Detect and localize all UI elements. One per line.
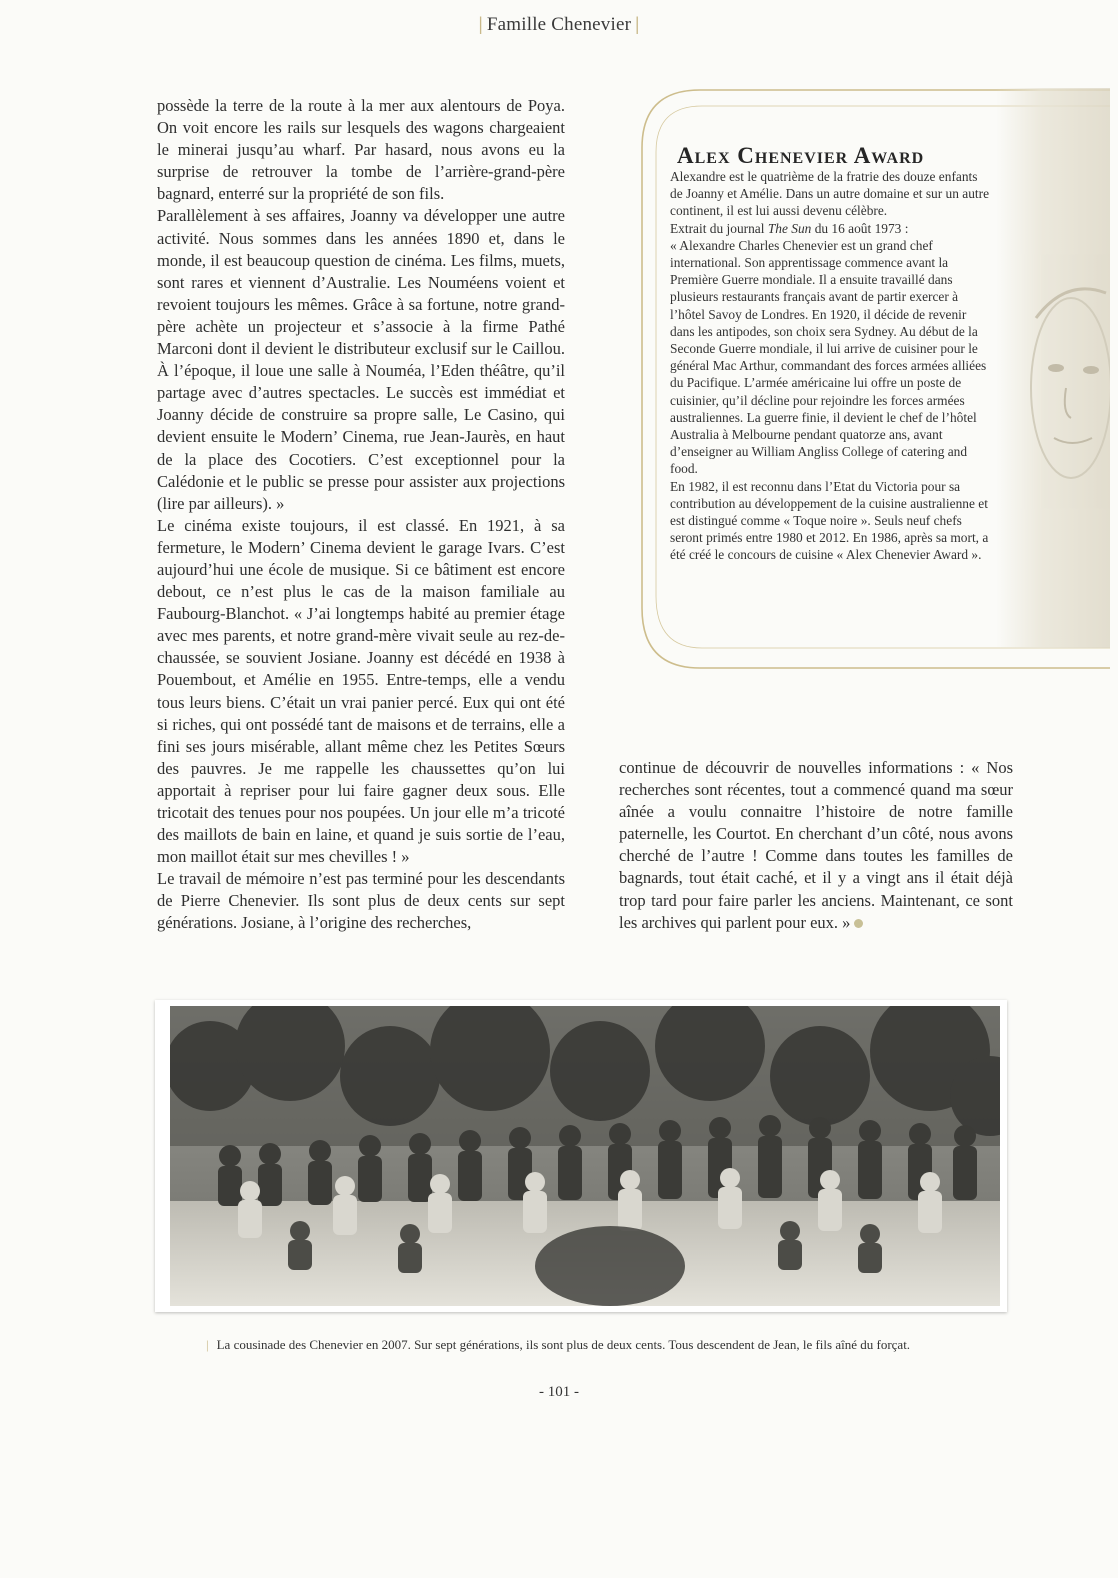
paragraph: possède la terre de la route à la mer aux alentours de Poya. On voit encore les rails sur lesquels des wagons chargeaient le minerai jusqu’au wharf. Par hasard, nous avons eu la surprise de retrouver la tombe de l’arrière-grand-père bagnard, enterré sur la propriété de son fils. — [157, 96, 565, 204]
paragraph: Le travail de mémoire n’est pas terminé pour les descendants de Pierre Chenevier. Ils sont plus de deux cents sur sept générations. Josiane, à l’origine des recherches, — [157, 869, 565, 933]
sidebar-intro: Alexandre est le quatrième de la fratrie des douze enfants de Joanny et Amélie. Dans un autre domaine et sur un autre continent, il est lui aussi devenu célèbre. — [670, 169, 990, 219]
extract-before: Extrait du journal — [670, 220, 768, 236]
running-header — [0, 14, 1118, 36]
caption-text: La cousinade des Chenevier en 2007. Sur sept générations, ils sont plus de deux cents. Tous descendent de Jean, le fils aîné du forçat. — [216, 1337, 911, 1352]
sidebar-text — [670, 168, 990, 564]
sidebar-box — [640, 88, 1110, 670]
portrait-sketch — [996, 88, 1110, 648]
extract-after: du 16 août 1973 : — [811, 220, 909, 236]
right-column-text: continue de découvrir de nouvelles informations : « Nos recherches sont récentes, tout a commencé quand ma sœur aînée a voulu connaitre l’histoire de notre famille paternelle, les Courtot. En cherchant d’un côté, nous avons cherché de l’autre ! Comme dans toutes les familles de bagnards, tout était caché, et il y a vingt ans il était déjà trop tard pour faire parler les anciens. Maintenant, ce sont les archives qui parlent pour eux. » — [619, 758, 1013, 932]
sidebar-extract — [670, 220, 990, 237]
group-photo-image — [170, 1006, 1000, 1306]
left-column — [157, 95, 565, 935]
group-photo-frame — [155, 1000, 1007, 1312]
journal-name: The Sun — [767, 220, 812, 236]
paragraph: Parallèlement à ses affaires, Joanny va développer une autre activité. Nous sommes dans les années 1890 et, dans le monde, il est beaucoup question de cinéma. Les films, muets, sont rares et viennent d’Australie. Les Nouméens voient et revoient toujours les mêmes. Grâce à sa fortune, notre grand-père achète un projecteur et s’associe à la firme Pathé Marconi dont il devient le distributeur exclusif sur le Caillou. À l’époque, il loue une salle à Nouméa, l’Eden théâtre, qu’il partage avec d’autres spectacles. Le succès est immédiat et Joanny décide de construire sa propre salle, Le Casino, qui devient ensuite le Modern’ Cinema, rue Jean-Jaurès, en haut de la place des Cocotiers. C’est exceptionnel pour la Calédonie et le public se presse pour assister aux projections (lire par ailleurs). » — [157, 206, 565, 513]
end-bullet-icon — [854, 919, 863, 928]
sidebar-quote: « Alexandre Charles Chenevier est un grand chef international. Son apprentissage commence avant la Première Guerre mondiale. Il a ensuite travaillé dans plusieurs restaurants français avant de partir exercer à l’hôtel Savoy de Londres. En 1920, il décide de revenir dans les antipodes, son choix sera Sydney. Au début de la Seconde Guerre mondiale, il lui arrive de cuisiner pour le général Mac Arthur, commandant des forces armées alliées du Pacifique. L’armée américaine lui offre un poste de cuisinier, qu’il décline pour rejoindre les forces armées australiennes. La guerre finie, il devient le chef de l’hôtel Australia à Melbourne pendant quatorze ans, avant d’enseigner au William Angliss College of catering and food. — [670, 237, 987, 477]
sidebar-title: Alex Chenevier Award — [677, 143, 925, 168]
portrait-image — [996, 88, 1110, 648]
header-bar-right: | — [635, 14, 640, 35]
header-bar-left: | — [478, 14, 483, 35]
paragraph: Le cinéma existe toujours, il est classé. En 1921, à sa fermeture, le Modern’ Cinema devient le garage Ivars. C’est aujourd’hui une école de musique. Si ce bâtiment est encore debout, ce n’est plus le cas de la maison familiale au Faubourg-Blanchot. « J’ai longtemps habité au premier étage avec mes parents, et notre grand-mère vivait seule au rez-de-chaussée, se souvient Josiane. Joanny est décédé en 1938 à Pouembout, et Amélie en 1955. Entre-temps, elle a vendu tous leurs biens. C’était un vrai panier percé. Eux qui ont été si riches, qui ont possédé tant de maisons et de terrains, elle a fini ses jours misérable, allant même chez les Petites Sœurs des pauvres. Je me rappelle les chaussettes qu’on lui apportait à repriser pour lui faire gagner deux sous. Elle tricotait des tenues pour nos poupées. Un jour elle m’a tricoté des maillots de bain en laine, et quand je suis sortie de l’eau, mon maillot était sur mes chevilles ! » — [157, 515, 565, 867]
group-photo — [170, 1006, 1000, 1306]
sidebar-closing: En 1982, il est reconnu dans l’Etat du Victoria pour sa contribution au développement de la cuisine australienne et est distingué comme « Toque noire ». Seuls neuf chefs seront primés entre 1980 et 2012. En 1986, après sa mort, a été créé le concours de cuisine « Alex Chenevier Award ». — [670, 478, 989, 563]
page-number: - 101 - — [539, 1384, 579, 1400]
right-column — [619, 757, 1013, 934]
header-title: Famille Chenevier — [486, 14, 632, 35]
paragraph — [619, 757, 1013, 934]
caption-mark: | — [206, 1337, 209, 1352]
photo-caption — [206, 1337, 1006, 1353]
